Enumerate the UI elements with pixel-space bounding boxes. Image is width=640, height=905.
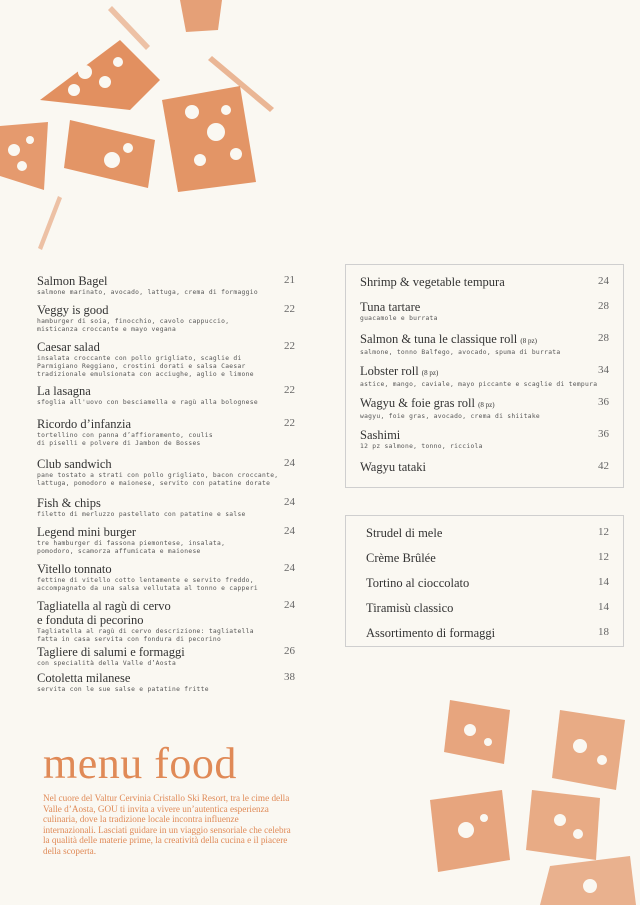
menu-item-name: Tortino al cioccolato: [366, 576, 470, 590]
menu-item-name: Club sandwich: [37, 457, 112, 471]
menu-item-name: Wagyu & foie gras roll: [360, 396, 475, 410]
menu-item-price: 38: [284, 671, 295, 683]
menu-item: [37, 274, 295, 303]
menu-item-name: Veggy is good: [37, 303, 109, 317]
menu-item-name: Tuna tartare: [360, 300, 421, 314]
menu-item-price: 42: [598, 460, 609, 472]
menu-item: [360, 275, 609, 300]
menu-item-name: Tagliatella al ragù di cervo e fonduta di pecorino: [37, 599, 171, 627]
menu-item: [360, 460, 609, 480]
menu-item-price: 24: [284, 496, 295, 508]
menu-item-price: 18: [598, 626, 609, 638]
menu-item-desc: servita con le sue salse e patatine fritte: [37, 686, 209, 693]
menu-item-price: 34: [598, 364, 609, 376]
menu-item-price: 12: [598, 551, 609, 563]
menu-item-price: 26: [284, 645, 295, 657]
menu-item-name: Salmon Bagel: [37, 274, 108, 288]
menu-item: [366, 576, 609, 601]
menu-item-desc: astice, mango, caviale, mayo piccante e scaglie di tempura: [360, 381, 598, 388]
menu-item: [360, 300, 609, 332]
menu-item-price: 24: [284, 525, 295, 537]
dessert-menu-box: [345, 515, 624, 647]
menu-item-name: Sashimi: [360, 428, 401, 442]
menu-item-price: 36: [598, 396, 609, 408]
menu-item-name: Salmon & tuna le classique roll: [360, 332, 518, 346]
menu-item-desc: wagyu, foie gras, avocado, crema di shiitake: [360, 413, 541, 420]
menu-item-name: Vitello tonnato: [37, 562, 112, 576]
menu-item-name: Ricordo d’infanzia: [37, 417, 132, 431]
menu-item-desc: tortellino con panna d’affioramento, coulis di piselli e polvere di Jambon de Bosses: [37, 432, 213, 447]
menu-item-name: Legend mini burger: [37, 525, 137, 539]
menu-item-price: 22: [284, 303, 295, 315]
menu-item: [37, 645, 295, 671]
menu-item: [37, 457, 295, 496]
menu-item-price: 36: [598, 428, 609, 440]
menu-item: [366, 626, 609, 651]
menu-item-price: 21: [284, 274, 295, 286]
menu-item: [37, 384, 295, 417]
intro-paragraph: Nel cuore del Valtur Cervinia Cristallo Ski Resort, tra le cime della Valle d’Aosta, GOU ti invita a vivere un’autentica esperienza culinaria, dove la tradizione locale incontra influenze internazionali. Lasciati guidare in un viaggio sensoriale che celebra la qualità delle materie prime, la creatività della cucina e il piacere della scoperta.: [43, 793, 291, 856]
menu-item-desc: filetto di merluzzo pastellato con patatine e salse: [37, 511, 246, 518]
menu-item-desc: 12 pz salmone, tonno, ricciola: [360, 443, 483, 450]
menu-item-name: Shrimp & vegetable tempura: [360, 275, 505, 289]
menu-item-desc: pane tostato a strati con pollo grigliato, bacon croccante, lattuga, pomodoro e maionese, servito con patatine dorate: [37, 472, 279, 487]
menu-item-desc: salmone, tonno Balfego, avocado, spuma di burrata: [360, 349, 561, 356]
menu-item-name: Tiramisù classico: [366, 601, 454, 615]
menu-item-desc: hamburger di soia, finocchio, cavolo cappuccio, misticanza croccante e mayo vegana: [37, 318, 230, 333]
menu-item-price: 28: [598, 300, 609, 312]
menu-item-name: La lasagna: [37, 384, 91, 398]
menu-item-name: Assortimento di formaggi: [366, 626, 496, 640]
menu-item-desc: salmone marinato, avocado, lattuga, crema di formaggio: [37, 289, 258, 296]
menu-item-desc: con specialità della Valle d’Aosta: [37, 660, 177, 667]
menu-item-price: 14: [598, 601, 609, 613]
menu-item-desc: fettine di vitello cotto lentamente e servito freddo, accompagnato da una salsa vellutata al tonno e capperi: [37, 577, 258, 592]
menu-item: [37, 671, 295, 697]
menu-item: [37, 417, 295, 457]
menu-item-name: Wagyu tataki: [360, 460, 426, 474]
menu-item-desc: sfoglia all'uovo con besciamella e ragù alla bolognese: [37, 399, 258, 406]
menu-item: [360, 364, 609, 396]
menu-item-price: 28: [598, 332, 609, 344]
menu-item-price: 24: [284, 457, 295, 469]
menu-item-desc: guacamole e burrata: [360, 315, 438, 322]
menu-item-price: 12: [598, 526, 609, 538]
menu-item-name: Cotoletta milanese: [37, 671, 131, 685]
menu-item-price: 24: [598, 275, 609, 287]
menu-item: [366, 551, 609, 576]
menu-item-price: 14: [598, 576, 609, 588]
menu-item: [366, 601, 609, 626]
menu-item-name: Lobster roll: [360, 364, 419, 378]
menu-item-price: 24: [284, 599, 295, 611]
menu-item-name: Caesar salad: [37, 340, 100, 354]
stamp-art-top: [0, 0, 290, 260]
menu-item-price: 22: [284, 417, 295, 429]
menu-item: [37, 599, 295, 645]
menu-item-price: 22: [284, 340, 295, 352]
menu-item-name: Tagliere di salumi e formaggi: [37, 645, 185, 659]
menu-item: [37, 340, 295, 384]
menu-item: [360, 396, 609, 428]
main-menu-list: [37, 274, 295, 697]
menu-item-name: Fish & chips: [37, 496, 101, 510]
menu-item-desc: insalata croccante con pollo grigliato, scaglie di Parmigiano Reggiano, crostini dorati e salsa Caesar tradizionale emulsionata con acciughe, aglio e limone: [37, 355, 254, 378]
menu-item-name: Crème Brûlée: [366, 551, 436, 565]
menu-item-name: Strudel di mele: [366, 526, 443, 540]
menu-item: [37, 525, 295, 562]
menu-item: [37, 562, 295, 599]
menu-item-desc: Tagliatella al ragù di cervo descrizione: tagliatella fatta in casa servita con fondura di pecorino: [37, 628, 254, 643]
menu-item-qty: (8 pz): [421, 369, 439, 377]
menu-item: [360, 332, 609, 364]
menu-item-price: 22: [284, 384, 295, 396]
menu-item-qty: (8 pz): [478, 401, 495, 409]
menu-item: [366, 526, 609, 551]
menu-item-price: 24: [284, 562, 295, 574]
stamp-art-bottom: [420, 690, 640, 905]
menu-item-qty: (8 pz): [520, 337, 537, 345]
menu-item: [37, 303, 295, 340]
sushi-menu-box: [345, 264, 624, 488]
menu-item: [360, 428, 609, 460]
menu-item-desc: tre hamburger di fassona piemontese, insalata, pomodoro, scamorza affumicata e maionese: [37, 540, 226, 555]
menu-item: [37, 496, 295, 525]
menu-title: menu food: [43, 739, 237, 788]
